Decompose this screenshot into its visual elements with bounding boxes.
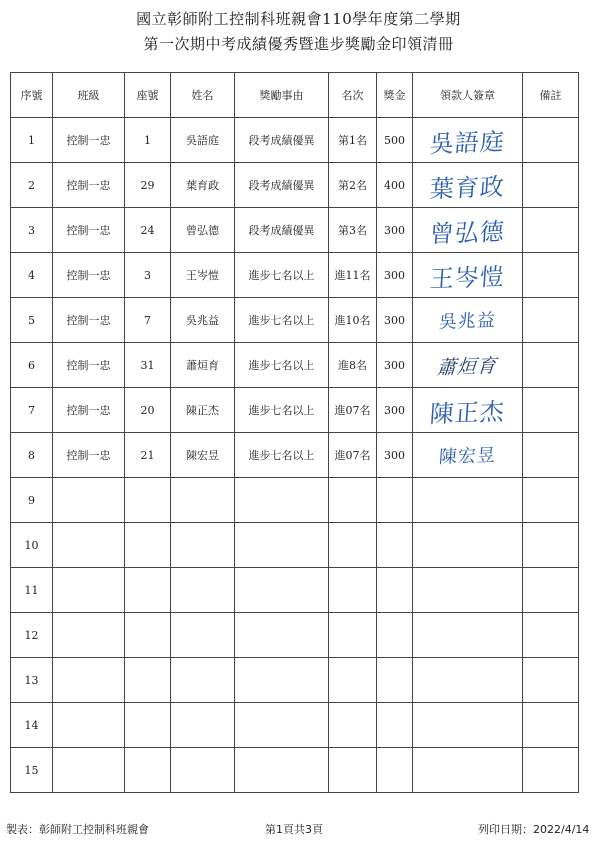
header-cell: 座號 xyxy=(125,73,171,118)
student-name: 陳正杰 xyxy=(171,388,235,433)
header-cell: 名次 xyxy=(329,73,377,118)
table-row xyxy=(11,658,579,703)
student-name: 曾弘德 xyxy=(171,208,235,253)
handwritten-signature: 曾弘德 xyxy=(428,217,506,248)
seat-number xyxy=(125,703,171,748)
student-name: 吳兆益 xyxy=(171,298,235,343)
header-cell: 獎勵事由 xyxy=(235,73,329,118)
remark-cell xyxy=(523,613,579,658)
rank-cell xyxy=(329,568,377,613)
seat-number: 31 xyxy=(125,343,171,388)
class-cell xyxy=(53,658,125,703)
row-number: 6 xyxy=(11,343,53,388)
row-number: 11 xyxy=(11,568,53,613)
amount-cell: 300 xyxy=(377,298,413,343)
rank-cell xyxy=(329,613,377,658)
rank-cell: 進10名 xyxy=(329,298,377,343)
class-cell xyxy=(53,613,125,658)
amount-cell xyxy=(377,478,413,523)
seat-number: 29 xyxy=(125,163,171,208)
amount-cell xyxy=(377,703,413,748)
table-row xyxy=(11,163,579,208)
table-row xyxy=(11,613,579,658)
student-name: 葉育政 xyxy=(171,163,235,208)
remark-cell xyxy=(523,658,579,703)
document-subtitle: 第一次期中考成績優秀暨進步獎勵金印領清冊 xyxy=(143,35,454,53)
table-row xyxy=(11,568,579,613)
header-cell: 領款人簽章 xyxy=(413,73,523,118)
reward-reason: 段考成績優異 xyxy=(235,118,329,163)
signature-cell xyxy=(413,388,523,433)
class-cell: 控制一忠 xyxy=(53,343,125,388)
header-cell: 備註 xyxy=(523,73,579,118)
rank-cell: 第3名 xyxy=(329,208,377,253)
reward-reason xyxy=(235,703,329,748)
row-number: 3 xyxy=(11,208,53,253)
seat-number: 3 xyxy=(125,253,171,298)
student-name: 蕭烜育 xyxy=(171,343,235,388)
signature-cell xyxy=(413,613,523,658)
table-row xyxy=(11,208,579,253)
seat-number xyxy=(125,568,171,613)
header-cell: 姓名 xyxy=(171,73,235,118)
class-cell xyxy=(53,523,125,568)
reward-reason: 段考成績優異 xyxy=(235,163,329,208)
footer-maker: 製表：彰師附工控制科班親會 xyxy=(6,823,149,836)
header-cell: 序號 xyxy=(11,73,53,118)
remark-cell xyxy=(523,433,579,478)
row-number: 9 xyxy=(11,478,53,523)
remark-cell xyxy=(523,298,579,343)
amount-cell xyxy=(377,523,413,568)
rank-cell: 第1名 xyxy=(329,118,377,163)
row-number: 14 xyxy=(11,703,53,748)
row-number: 2 xyxy=(11,163,53,208)
signature-cell xyxy=(413,163,523,208)
remark-cell xyxy=(523,523,579,568)
amount-cell xyxy=(377,568,413,613)
class-cell xyxy=(53,568,125,613)
table-row xyxy=(11,523,579,568)
reward-reason: 進步七名以上 xyxy=(235,433,329,478)
seat-number: 20 xyxy=(125,388,171,433)
seat-number xyxy=(125,523,171,568)
seat-number xyxy=(125,613,171,658)
signature-cell xyxy=(413,748,523,793)
class-cell: 控制一忠 xyxy=(53,388,125,433)
reward-reason: 段考成績優異 xyxy=(235,208,329,253)
header-cell: 獎金 xyxy=(377,73,413,118)
seat-number xyxy=(125,748,171,793)
seat-number: 21 xyxy=(125,433,171,478)
remark-cell xyxy=(523,118,579,163)
table-row xyxy=(11,118,579,163)
handwritten-signature: 吳語庭 xyxy=(428,127,506,158)
seat-number: 7 xyxy=(125,298,171,343)
document-title: 國立彰師附工控制科班親會110學年度第二學期 xyxy=(136,10,461,28)
class-cell: 控制一忠 xyxy=(53,208,125,253)
reward-reason xyxy=(235,658,329,703)
row-number: 5 xyxy=(11,298,53,343)
class-cell xyxy=(53,478,125,523)
row-number: 7 xyxy=(11,388,53,433)
row-number: 13 xyxy=(11,658,53,703)
amount-cell: 300 xyxy=(377,208,413,253)
class-cell: 控制一忠 xyxy=(53,433,125,478)
reward-reason xyxy=(235,568,329,613)
footer-page-number: 第1頁共3頁 xyxy=(265,823,323,836)
signature-cell xyxy=(413,523,523,568)
rank-cell: 第2名 xyxy=(329,163,377,208)
table-row xyxy=(11,478,579,523)
class-cell: 控制一忠 xyxy=(53,118,125,163)
handwritten-signature: 王岑愷 xyxy=(428,262,506,293)
class-cell: 控制一忠 xyxy=(53,253,125,298)
amount-cell: 400 xyxy=(377,163,413,208)
table-row xyxy=(11,748,579,793)
rank-cell: 進07名 xyxy=(329,433,377,478)
remark-cell xyxy=(523,478,579,523)
seat-number: 1 xyxy=(125,118,171,163)
class-cell: 控制一忠 xyxy=(53,298,125,343)
signature-cell xyxy=(413,343,523,388)
table-row xyxy=(11,343,579,388)
table-row xyxy=(11,433,579,478)
row-number: 8 xyxy=(11,433,53,478)
student-name xyxy=(171,748,235,793)
table-row xyxy=(11,253,579,298)
signature-cell xyxy=(413,433,523,478)
student-name: 陳宏昱 xyxy=(171,433,235,478)
class-cell: 控制一忠 xyxy=(53,163,125,208)
signature-cell xyxy=(413,658,523,703)
remark-cell xyxy=(523,343,579,388)
remark-cell xyxy=(523,748,579,793)
reward-reason: 進步七名以上 xyxy=(235,253,329,298)
amount-cell: 300 xyxy=(377,433,413,478)
remark-cell xyxy=(523,703,579,748)
reward-reason xyxy=(235,523,329,568)
student-name xyxy=(171,478,235,523)
rank-cell: 進8名 xyxy=(329,343,377,388)
amount-cell xyxy=(377,613,413,658)
student-name: 吳語庭 xyxy=(171,118,235,163)
reward-reason: 進步七名以上 xyxy=(235,388,329,433)
rank-cell: 進11名 xyxy=(329,253,377,298)
reward-reason xyxy=(235,478,329,523)
remark-cell xyxy=(523,208,579,253)
table-row xyxy=(11,298,579,343)
table-row xyxy=(11,388,579,433)
reward-reason: 進步七名以上 xyxy=(235,343,329,388)
reward-reason xyxy=(235,748,329,793)
rank-cell xyxy=(329,658,377,703)
signature-cell xyxy=(413,478,523,523)
class-cell xyxy=(53,703,125,748)
student-name xyxy=(171,613,235,658)
rank-cell xyxy=(329,523,377,568)
remark-cell xyxy=(523,388,579,433)
signature-cell xyxy=(413,118,523,163)
rank-cell xyxy=(329,703,377,748)
handwritten-signature: 陳宏昱 xyxy=(438,444,497,469)
seat-number: 24 xyxy=(125,208,171,253)
handwritten-signature: 蕭烜育 xyxy=(436,354,499,379)
header-cell: 班級 xyxy=(53,73,125,118)
remark-cell xyxy=(523,253,579,298)
amount-cell: 300 xyxy=(377,343,413,388)
student-name xyxy=(171,703,235,748)
reward-reason: 進步七名以上 xyxy=(235,298,329,343)
signature-cell xyxy=(413,298,523,343)
reward-roster-table xyxy=(10,72,579,793)
row-number: 1 xyxy=(11,118,53,163)
remark-cell xyxy=(523,568,579,613)
handwritten-signature: 葉育政 xyxy=(428,172,506,203)
amount-cell: 300 xyxy=(377,388,413,433)
row-number: 4 xyxy=(11,253,53,298)
amount-cell: 300 xyxy=(377,253,413,298)
student-name xyxy=(171,658,235,703)
header-row xyxy=(11,73,579,118)
seat-number xyxy=(125,658,171,703)
footer-print-date: 列印日期：2022/4/14 xyxy=(478,823,590,836)
student-name xyxy=(171,523,235,568)
reward-reason xyxy=(235,613,329,658)
amount-cell xyxy=(377,748,413,793)
amount-cell: 500 xyxy=(377,118,413,163)
class-cell xyxy=(53,748,125,793)
amount-cell xyxy=(377,658,413,703)
row-number: 15 xyxy=(11,748,53,793)
handwritten-signature: 吳兆益 xyxy=(438,309,497,334)
student-name: 王岑愷 xyxy=(171,253,235,298)
row-number: 12 xyxy=(11,613,53,658)
handwritten-signature: 陳正杰 xyxy=(428,397,506,428)
signature-cell xyxy=(413,253,523,298)
signature-cell xyxy=(413,568,523,613)
rank-cell xyxy=(329,748,377,793)
table-row xyxy=(11,703,579,748)
student-name xyxy=(171,568,235,613)
rank-cell xyxy=(329,478,377,523)
signature-cell xyxy=(413,208,523,253)
rank-cell: 進07名 xyxy=(329,388,377,433)
seat-number xyxy=(125,478,171,523)
signature-cell xyxy=(413,703,523,748)
remark-cell xyxy=(523,163,579,208)
row-number: 10 xyxy=(11,523,53,568)
